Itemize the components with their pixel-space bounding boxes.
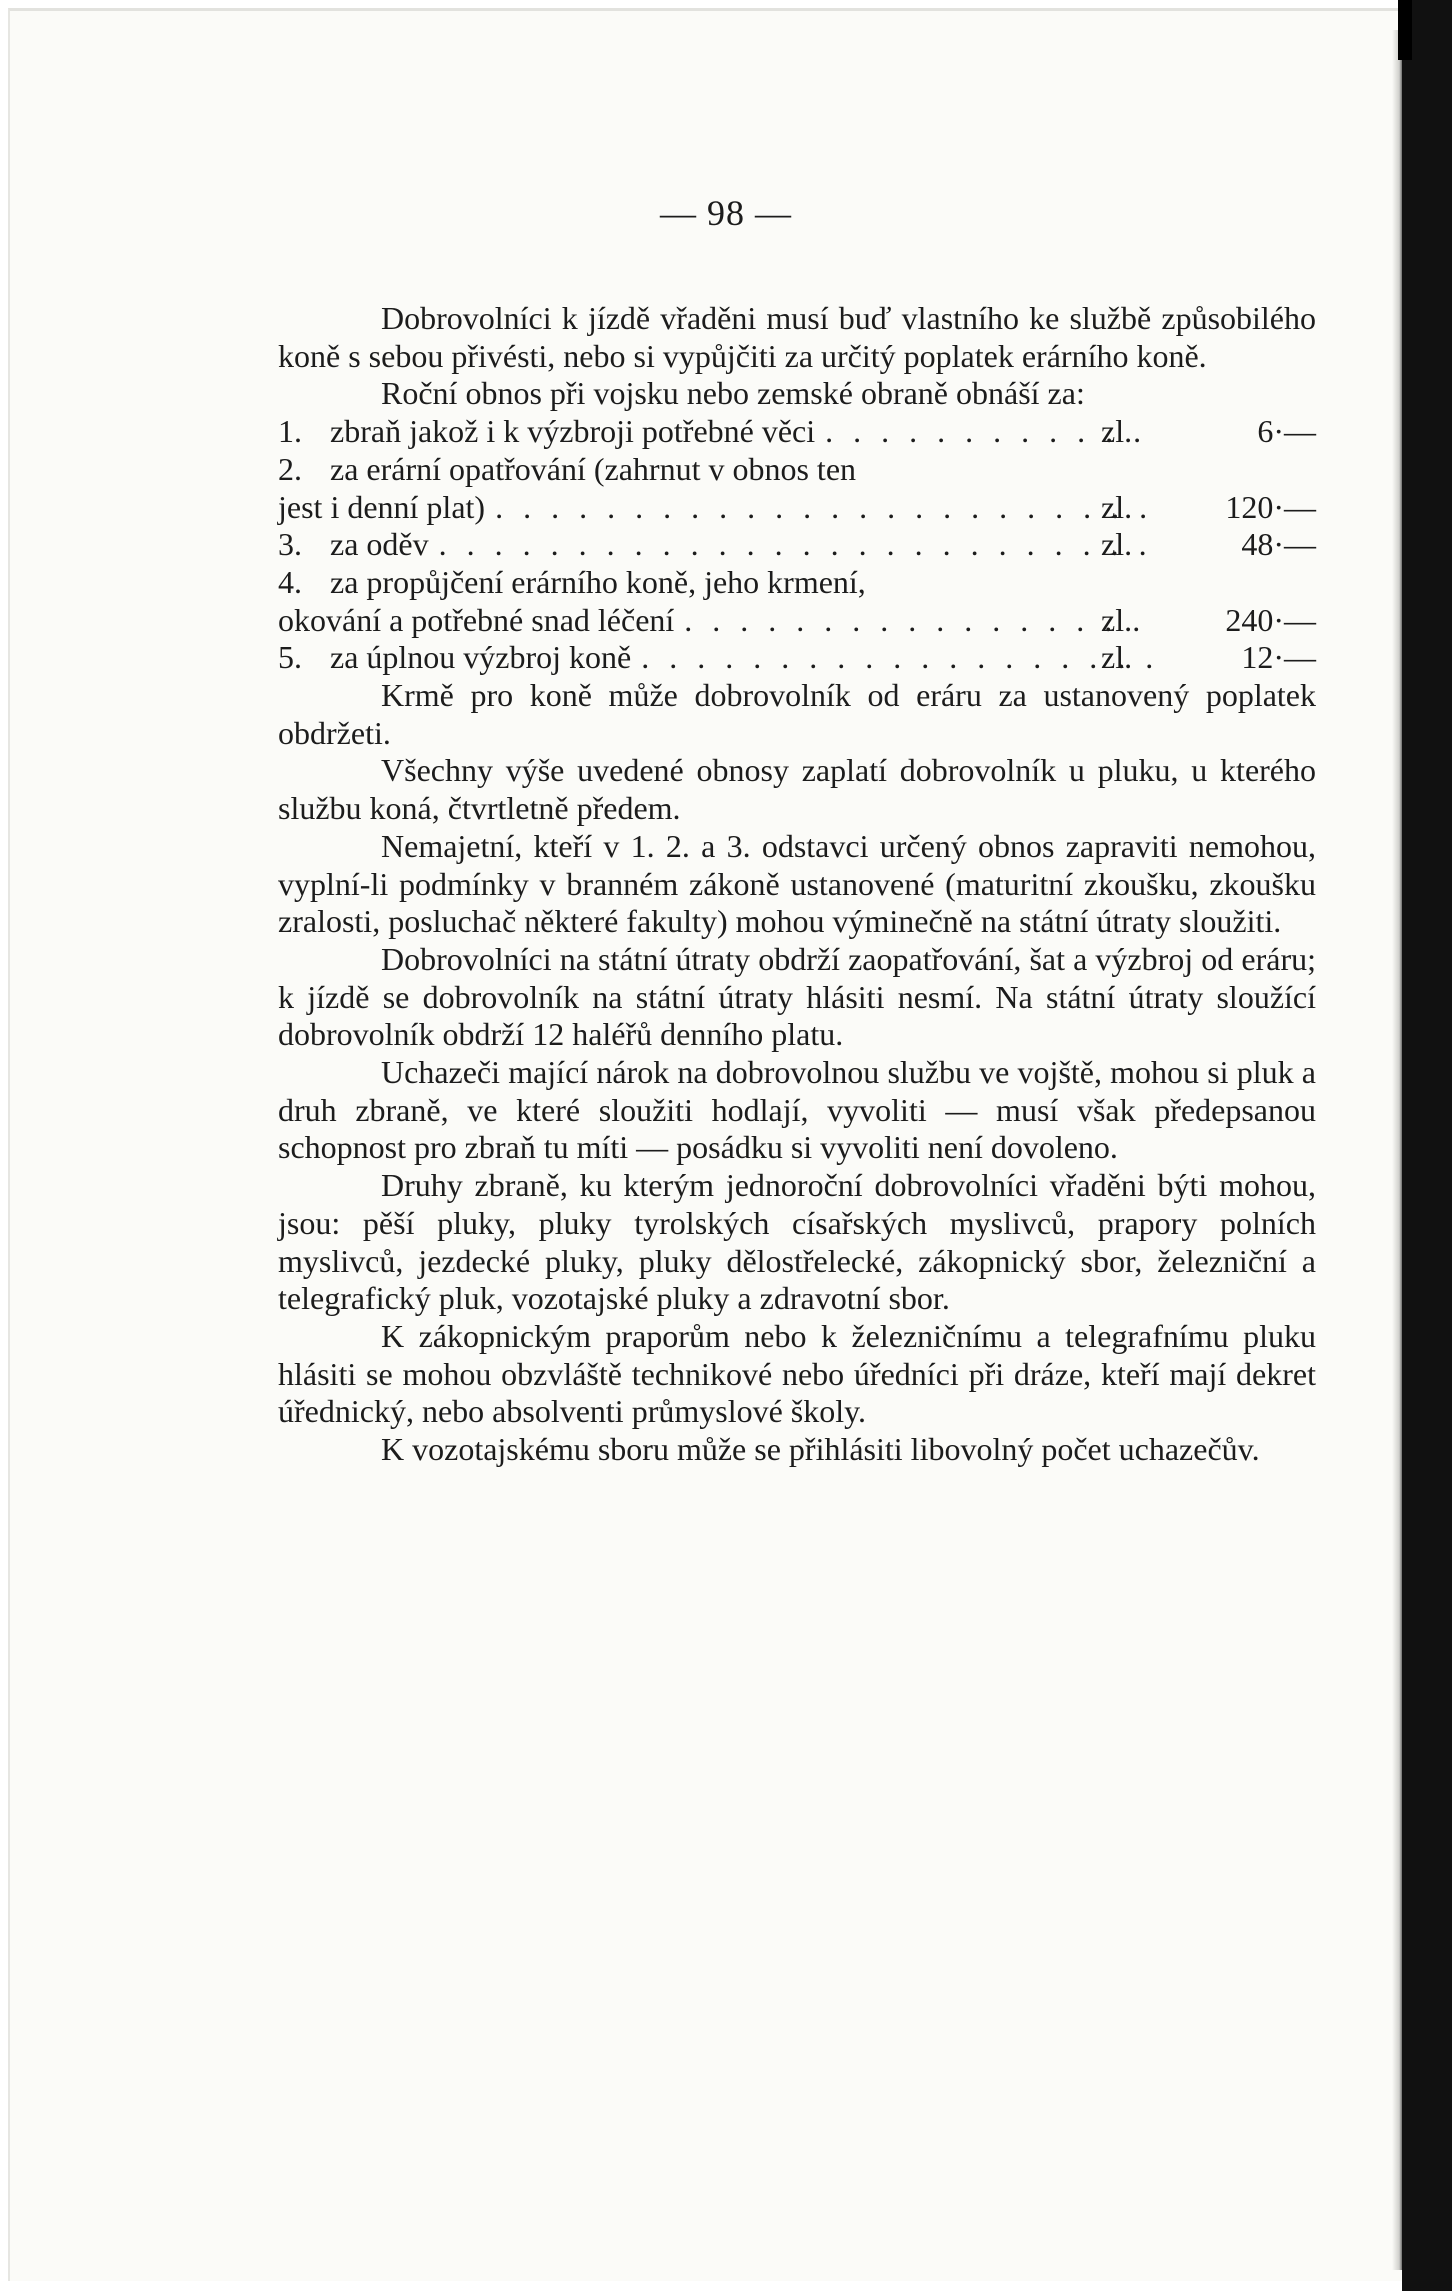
page-number: — 98 — — [660, 193, 792, 233]
scan-border-mark — [1398, 0, 1412, 60]
cost-item-currency: zl. — [1101, 488, 1133, 525]
leader-dots — [429, 526, 1153, 564]
cost-item-label: jest i denní plat) — [278, 488, 486, 525]
page-body — [278, 300, 1316, 1469]
cost-item-label: za oděv — [330, 526, 429, 563]
cost-item-currency: zl. — [1101, 526, 1133, 563]
cost-item-number: 2. — [278, 450, 302, 487]
scan-border — [1402, 0, 1452, 2291]
intro-paragraph: Dobrovolníci k jízdě vřaděni musí buď vlastního ke službě způsobilého koně s sebou přivésti, nebo si vypůjčiti za určitý poplatek erárního koně. — [278, 300, 1316, 374]
cost-item-currency: zl. — [1101, 639, 1133, 676]
body-paragraph: Uchazeči mající nárok na dobrovolnou službu ve vojště, mohou si pluk a druh zbraně, ve které sloužiti hodlají, vyvoliti — musí však předepsanou schopnost pro zbraň tu míti — posádku si vyvoliti není dovoleno. — [278, 1054, 1316, 1166]
body-paragraph: Druhy zbraně, ku kterým jednoroční dobrovolníci vřaděni býti mohou, jsou: pěší pluky, pluky tyrolských císařských myslivců, prapory polních myslivců, jezdecké pluky, pluky dělostřelecké, zákopnický sbor, železniční a telegrafický pluk, vozotajské pluky a zdravotní sbor. — [278, 1167, 1316, 1317]
cost-item-label-line: za propůjčení erárního koně, jeho krmení, — [330, 563, 866, 600]
cost-item — [278, 526, 1316, 564]
cost-item-label: zbraň jakož i k výzbroji potřebné věci — [330, 413, 816, 450]
cost-item-amount: 48·— — [1241, 526, 1316, 563]
cost-item-number: 1. — [278, 413, 302, 450]
leader-dots — [485, 489, 1153, 527]
cost-item-amount: 240·— — [1225, 601, 1316, 638]
body-paragraph: Nemajetní, kteří v 1. 2. a 3. odstavci určený obnos zapraviti nemohou, vyplní-li podmínky v branném zákoně ustanovené (maturitní zkoušku, zkoušku zralosti, posluchač některé fakulty) mohou výminečně na státní útraty sloužiti. — [278, 827, 1316, 940]
cost-item-label-line: za erární opatřování (zahrnut v obnos ten — [330, 450, 857, 487]
cost-item-currency: zl. — [1101, 601, 1133, 638]
cost-item-currency: zl. — [1101, 413, 1133, 450]
body-paragraph: Všechny výše uvedené obnosy zaplatí dobrovolník u pluku, u kterého službu koná, čtvrtletně předem. — [278, 752, 1316, 827]
cost-item — [278, 639, 1316, 677]
cost-item-amount: 12·— — [1241, 639, 1316, 676]
body-paragraph: K vozotajskému sboru může se přihlásiti libovolný počet uchazečův. — [381, 1431, 1260, 1468]
cost-item-amount: 6·— — [1257, 413, 1316, 450]
body-paragraph: Krmě pro koně může dobrovolník od eráru za ustanovený poplatek obdržeti. — [278, 677, 1316, 751]
cost-item — [278, 413, 1316, 451]
cost-item-label: za úplnou výzbroj koně — [330, 639, 632, 676]
leader-dots — [631, 639, 1153, 677]
cost-item-label: okování a potřebné snad léčení — [278, 601, 675, 638]
cost-item-amount: 120·— — [1225, 488, 1316, 525]
cost-item — [278, 451, 1316, 526]
cost-list — [278, 413, 1316, 677]
leader-dots — [674, 602, 1153, 640]
intro-paragraph: Roční obnos při vojsku nebo zemské obraně obnáší za: — [381, 375, 1085, 412]
body-paragraph: K zákopnickým praporům nebo k železničnímu a telegrafnímu pluku hlásiti se mohou obzvláště technikové nebo úředníci při dráze, kteří mají dekret úřednický, nebo absolventi průmyslové školy. — [278, 1317, 1316, 1430]
cost-item-number: 5. — [278, 639, 302, 676]
body-paragraph: Dobrovolníci na státní útraty obdrží zaopatřování, šat a výzbroj od eráru; k jízdě se dobrovolník na státní útraty hlásiti nesmí. Na státní útraty sloužící dobrovolník obdrží 12 haléřů denního platu. — [278, 940, 1316, 1053]
cost-item-number: 3. — [278, 526, 302, 563]
cost-item-number: 4. — [278, 563, 302, 600]
cost-item — [278, 564, 1316, 639]
